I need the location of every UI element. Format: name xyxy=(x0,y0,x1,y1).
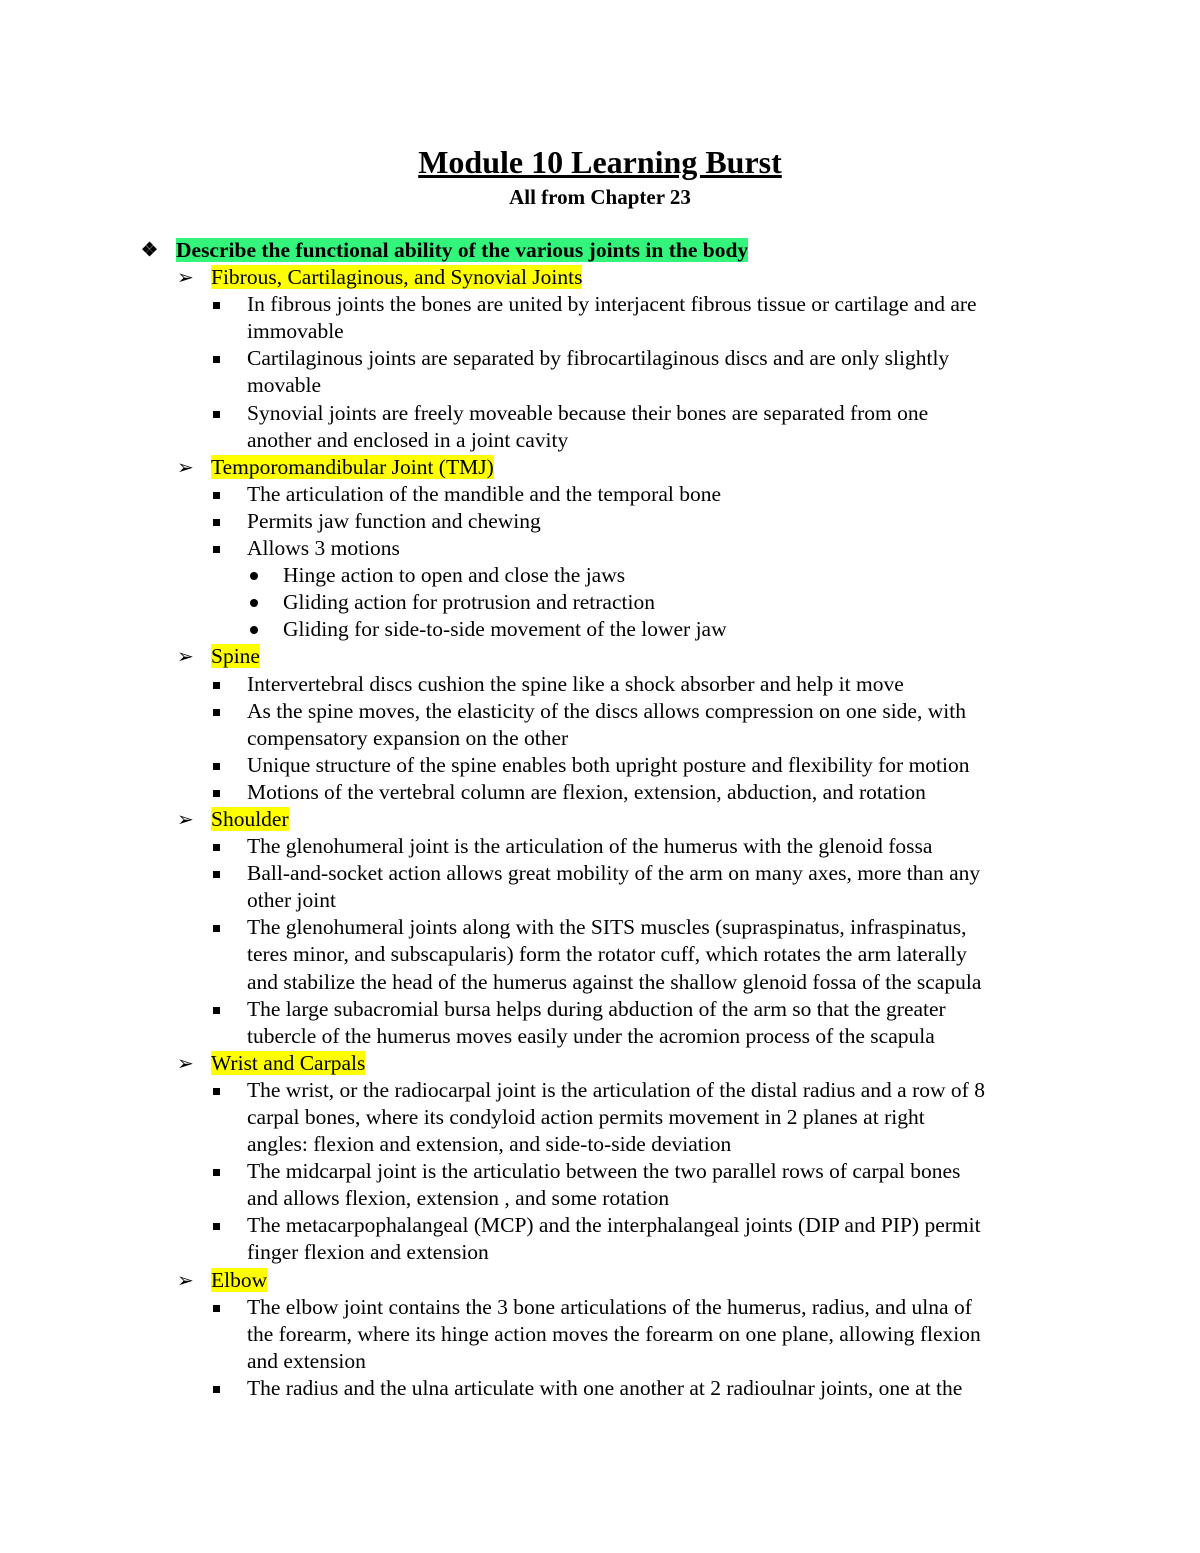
list-item-line xyxy=(0,914,1200,941)
round-bullet-icon xyxy=(250,626,258,634)
square-bullet-icon xyxy=(213,1386,220,1393)
arrow-bullet-icon: ➢ xyxy=(177,454,194,479)
list-item-line-text xyxy=(247,291,1200,318)
list-item-line xyxy=(0,833,1200,860)
list-item-line-text xyxy=(247,481,1200,508)
list-item-line xyxy=(0,698,1200,725)
section-heading-text xyxy=(211,264,1200,291)
list-item-line-text xyxy=(247,779,1200,806)
list-item-line-label: The articulation of the mandible and the temporal bone xyxy=(247,481,722,506)
list-item-line-text xyxy=(247,1294,1200,1321)
list-item-line-text xyxy=(247,318,1200,345)
square-bullet-icon xyxy=(213,844,220,851)
list-item-line xyxy=(0,1348,1200,1375)
list-item-line-label: Permits jaw function and chewing xyxy=(247,508,541,533)
list-item-line xyxy=(0,725,1200,752)
list-item-line-label: The glenohumeral joint is the articulation of the humerus with the glenoid fossa xyxy=(247,834,933,859)
square-bullet-icon xyxy=(213,1223,220,1230)
list-item-line-text xyxy=(247,535,1200,562)
sub-list-item-label: Gliding action for protrusion and retraction xyxy=(283,590,655,615)
list-item-line xyxy=(0,1077,1200,1104)
list-item-line xyxy=(0,427,1200,454)
outline-heading xyxy=(0,237,1200,264)
arrow-bullet-icon: ➢ xyxy=(177,644,194,669)
list-item-line-label: teres minor, and subscapularis) form the rotator cuff, which rotates the arm laterally xyxy=(247,942,967,967)
list-item-line-label: immovable xyxy=(247,319,344,344)
arrow-bullet-icon: ➢ xyxy=(177,806,194,831)
list-item-line-text xyxy=(247,1348,1200,1375)
square-bullet-icon xyxy=(213,709,220,716)
list-item-line-label: The elbow joint contains the 3 bone articulations of the humerus, radius, and ulna of xyxy=(247,1294,972,1319)
arrow-bullet-icon: ➢ xyxy=(177,1267,194,1292)
list-item-line xyxy=(0,291,1200,318)
list-item-line-text xyxy=(247,1185,1200,1212)
list-item-line-label: tubercle of the humerus moves easily under the acromion process of the scapula xyxy=(247,1023,935,1048)
list-item-line-text xyxy=(247,752,1200,779)
list-item-line-text xyxy=(247,887,1200,914)
square-bullet-icon xyxy=(213,1169,220,1176)
square-bullet-icon xyxy=(213,356,220,363)
list-item-line xyxy=(0,1321,1200,1348)
section-heading xyxy=(0,806,1200,833)
section-heading-label: Wrist and Carpals xyxy=(211,1050,366,1075)
list-item-line-label: The metacarpophalangeal (MCP) and the interphalangeal joints (DIP and PIP) permit xyxy=(247,1213,981,1238)
square-bullet-icon xyxy=(213,519,220,526)
list-item-line-label: carpal bones, where its condyloid action permits movement in 2 planes at right xyxy=(247,1105,925,1129)
list-item-line-label: the forearm, where its hinge action moves the forearm on one plane, allowing flexion xyxy=(247,1321,981,1346)
sub-list-item-text xyxy=(283,589,1200,616)
list-item-line-text xyxy=(247,1158,1200,1185)
list-item-line xyxy=(0,1212,1200,1239)
list-item-line xyxy=(0,1131,1200,1158)
list-item-line-text xyxy=(247,508,1200,535)
section-heading xyxy=(0,1050,1200,1077)
list-item-line-label: and allows flexion, extension , and some rotation xyxy=(247,1186,670,1211)
list-item-line xyxy=(0,318,1200,345)
list-item-line-label: another and enclosed in a joint cavity xyxy=(247,427,569,452)
outline xyxy=(0,237,1200,1402)
list-item-line-label: and extension xyxy=(247,1348,366,1373)
round-bullet-icon xyxy=(250,572,258,580)
list-item-line-label: The wrist, or the radiocarpal joint is the articulation of the distal radius and a row of 8 xyxy=(247,1077,985,1102)
section-heading-text xyxy=(211,643,1200,670)
list-item-line-label: The midcarpal joint is the articulatio between the two parallel rows of carpal bones xyxy=(247,1159,961,1184)
square-bullet-icon xyxy=(213,1088,220,1095)
section-heading-label: Temporomandibular Joint (TMJ) xyxy=(211,454,494,479)
square-bullet-icon xyxy=(213,682,220,689)
list-item-line xyxy=(0,1239,1200,1266)
square-bullet-icon xyxy=(213,546,220,553)
sub-list-item-text xyxy=(283,616,1200,643)
list-item-line xyxy=(0,671,1200,698)
list-item-line-text xyxy=(247,1321,1200,1348)
list-item-line-label: Cartilaginous joints are separated by fibrocartilaginous discs and are only slightly xyxy=(247,346,950,371)
square-bullet-icon xyxy=(213,925,220,932)
list-item-line-text xyxy=(247,1077,1200,1104)
document-subtitle: All from Chapter 23 xyxy=(509,185,691,209)
diamond-bullet-icon: ❖ xyxy=(141,240,159,261)
list-item-line-label: Unique structure of the spine enables both upright posture and flexibility for motion xyxy=(247,752,970,777)
list-item-line-text xyxy=(247,400,1200,427)
list-item-line-label: In fibrous joints the bones are united by interjacent fibrous tissue or cartilage and are xyxy=(247,292,977,317)
document-title: Module 10 Learning Burst xyxy=(418,144,782,180)
list-item-line xyxy=(0,1375,1200,1402)
sub-list-item-label: Gliding for side-to-side movement of the lower jaw xyxy=(283,617,727,642)
square-bullet-icon xyxy=(213,790,220,797)
section-heading-label: Spine xyxy=(211,644,260,669)
section-heading-label: Elbow xyxy=(211,1267,268,1292)
list-item-line-label: The glenohumeral joints along with the SITS muscles (supraspinatus, infraspinatus, xyxy=(247,915,967,940)
list-item-line xyxy=(0,752,1200,779)
list-item-line xyxy=(0,400,1200,427)
sub-list-item xyxy=(0,562,1200,589)
list-item-line xyxy=(0,535,1200,562)
list-item-line xyxy=(0,887,1200,914)
list-item-line xyxy=(0,345,1200,372)
list-item-line xyxy=(0,860,1200,887)
square-bullet-icon xyxy=(213,1007,220,1014)
list-item-line xyxy=(0,941,1200,968)
section-heading-text xyxy=(211,1050,1200,1077)
list-item-line-text xyxy=(247,1023,1200,1050)
list-item-line xyxy=(0,1104,1200,1131)
list-item-line-text xyxy=(247,996,1200,1023)
square-bullet-icon xyxy=(213,492,220,499)
section-heading-label: Fibrous, Cartilaginous, and Synovial Joints xyxy=(211,265,583,290)
list-item-line xyxy=(0,996,1200,1023)
list-item-line xyxy=(0,1023,1200,1050)
list-item-line-label: and stabilize the head of the humerus against the shallow glenoid fossa of the scapula xyxy=(247,969,982,994)
round-bullet-icon xyxy=(250,599,258,607)
list-item-line-label: Synovial joints are freely moveable because their bones are separated from one xyxy=(247,400,929,425)
section-heading xyxy=(0,264,1200,291)
list-item-line-label: Ball-and-socket action allows great mobility of the arm on many axes, more than any xyxy=(247,861,981,886)
list-item-line-text xyxy=(247,941,1200,968)
list-item-line-text xyxy=(247,725,1200,752)
list-item-line-text xyxy=(247,1239,1200,1266)
list-item-line-text xyxy=(247,969,1200,996)
square-bullet-icon xyxy=(213,763,220,770)
list-item-line xyxy=(0,779,1200,806)
list-item-line-text xyxy=(247,914,1200,941)
section-heading xyxy=(0,1267,1200,1294)
list-item-line xyxy=(0,1158,1200,1185)
list-item-line-text xyxy=(247,833,1200,860)
list-item-line xyxy=(0,1185,1200,1212)
list-item-line-label: The large subacromial bursa helps during abduction of the arm so that the greater xyxy=(247,996,946,1021)
list-item-line-text xyxy=(247,345,1200,372)
list-item-line-text xyxy=(247,698,1200,725)
list-item-line-text xyxy=(247,1131,1200,1158)
arrow-bullet-icon: ➢ xyxy=(177,1050,194,1075)
section-heading xyxy=(0,643,1200,670)
square-bullet-icon xyxy=(213,411,220,418)
list-item-line-label: angles: flexion and extension, and side-to-side deviation xyxy=(247,1132,732,1157)
list-item-line-text xyxy=(247,1212,1200,1239)
sub-list-item xyxy=(0,616,1200,643)
arrow-bullet-icon: ➢ xyxy=(177,265,194,290)
list-item-line-text xyxy=(247,1104,1200,1131)
list-item-line-label: Motions of the vertebral column are flexion, extension, abduction, and rotation xyxy=(247,779,926,804)
list-item-line-text xyxy=(247,372,1200,399)
list-item-line-label: Allows 3 motions xyxy=(247,536,400,561)
list-item-line-label: movable xyxy=(247,373,322,398)
square-bullet-icon xyxy=(213,302,220,309)
list-item-line-label: other joint xyxy=(247,888,336,913)
list-item-line xyxy=(0,1294,1200,1321)
list-item-line xyxy=(0,969,1200,996)
square-bullet-icon xyxy=(213,871,220,878)
list-item-line xyxy=(0,481,1200,508)
sub-list-item-text xyxy=(283,562,1200,589)
list-item-line-label: As the spine moves, the elasticity of the discs allows compression on one side, with xyxy=(247,698,966,723)
square-bullet-icon xyxy=(213,1305,220,1312)
list-item-line-label: The radius and the ulna articulate with one another at 2 radioulnar joints, one at the xyxy=(247,1375,963,1400)
list-item-line-label: Intervertebral discs cushion the spine like a shock absorber and help it move xyxy=(247,671,904,696)
section-heading-text xyxy=(211,1267,1200,1294)
outline-heading-text xyxy=(176,237,1200,264)
list-item-line-text xyxy=(247,671,1200,698)
sub-list-item-label: Hinge action to open and close the jaws xyxy=(283,563,626,588)
outline-heading-label: Describe the functional ability of the various joints in the body xyxy=(176,238,749,262)
section-heading xyxy=(0,454,1200,481)
list-item-line-text xyxy=(247,427,1200,454)
list-item-line-text xyxy=(247,860,1200,887)
list-item-line-label: compensatory expansion on the other xyxy=(247,725,569,750)
section-heading-text xyxy=(211,454,1200,481)
section-heading-text xyxy=(211,806,1200,833)
list-item-line-label: finger flexion and extension xyxy=(247,1240,489,1265)
list-item-line-text xyxy=(247,1375,1200,1402)
list-item-line xyxy=(0,372,1200,399)
sub-list-item xyxy=(0,589,1200,616)
list-item-line xyxy=(0,508,1200,535)
section-heading-label: Shoulder xyxy=(211,806,289,831)
